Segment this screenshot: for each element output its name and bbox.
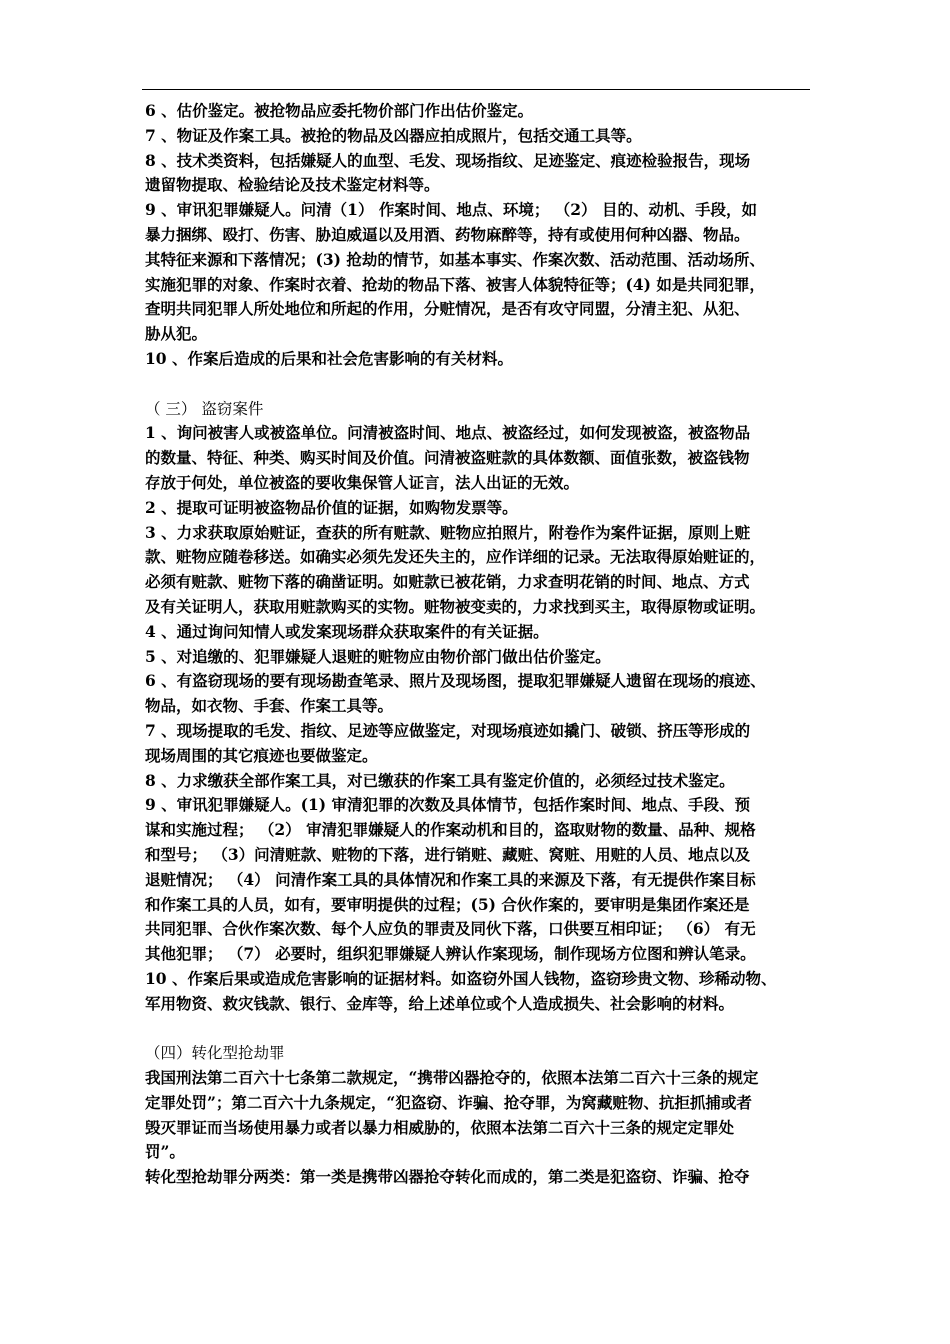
text-line: 和型号； （3）问清赃款、赃物的下落，进行销赃、藏赃、窝赃、用赃的人员、地点以及: [145, 844, 751, 864]
text-line: 和作案工具的人员，如有，要审明提供的过程；(5) 合伙作案的，要审明是集团作案还是: [145, 894, 750, 914]
text-line: 4 、通过询问知情人或发案现场群众获取案件的有关证据。: [145, 621, 549, 641]
header-rule: [142, 89, 810, 90]
text-line: 转化型抢劫罪分两类：第一类是携带凶器抢夺转化而成的，第二类是犯盗窃、诈骗、抢夺: [145, 1167, 750, 1187]
text-line: 胁从犯。: [145, 324, 208, 344]
text-line: 毁灭罪证而当场使用暴力或者以暴力相威胁的，依照本法第二百六十三条的规定定罪处: [145, 1117, 735, 1137]
text-line: 款、赃物应随卷移送。如确实必须先发还失主的，应作详细的记录。无法取得原始赃证的，: [145, 547, 766, 567]
text-line: 6 、有盗窃现场的要有现场勘查笔录、照片及现场图，提取犯罪嫌疑人遗留在现场的痕迹、: [145, 671, 766, 691]
text-line: 实施犯罪的对象、作案时衣着、抢劫的物品下落、被害人体貌特征等；(4) 如是共同犯罪，: [145, 274, 765, 294]
text-line: 罚”。: [145, 1142, 185, 1162]
text-line: 10 、作案后造成的后果和社会危害影响的有关材料。: [145, 348, 513, 368]
text-line: 谋和实施过程； （2） 审清犯罪嫌疑人的作案动机和目的，盗取财物的数量、品种、规格: [145, 820, 756, 840]
text-line: 存放于何处，单位被盗的要收集保管人证言，法人出证的无效。: [145, 472, 580, 492]
text-line: 8 、技术类资料，包括嫌疑人的血型、毛发、现场指纹、足迹鉴定、痕迹检验报告，现场: [145, 150, 751, 170]
text-line: 物品，如衣物、手套、作案工具等。: [145, 696, 394, 716]
text-line: 必须有赃款、赃物下落的确凿证明。如赃款已被花销，力求查明花销的时间、地点、方式: [145, 572, 750, 592]
text-line: 7 、物证及作案工具。被抢的物品及凶器应拍成照片，包括交通工具等。: [145, 125, 642, 145]
text-line: 6 、估价鉴定。被抢物品应委托物价部门作出估价鉴定。: [145, 101, 534, 120]
text-line: 7 、现场提取的毛发、指纹、足迹等应做鉴定，对现场痕迹如撬门、破锁、挤压等形成的: [145, 720, 751, 740]
text-line: 现场周围的其它痕迹也要做鉴定。: [145, 745, 378, 765]
section-heading: （四）转化型抢劫罪: [145, 1044, 285, 1063]
text-line: 我国刑法第二百六十七条第二款规定，“携带凶器抢夺的，依照本法第二百六十三条的规定: [145, 1068, 759, 1088]
text-line: 军用物资、救灾钱款、银行、金库等，给上述单位或个人造成损失、社会影响的材料。: [145, 993, 735, 1013]
text-line: 3 、力求获取原始赃证，查获的所有赃款、赃物应拍照片，附卷作为案件证据，原则上赃: [145, 522, 751, 542]
text-line: 10 、作案后果或造成危害影响的证据材料。如盗窃外国人钱物，盗窃珍贵文物、珍稀动物、: [145, 968, 777, 988]
text-line: 5 、对追缴的、犯罪嫌疑人退赃的赃物应由物价部门做出估价鉴定。: [145, 646, 611, 666]
text-line: 9 、审讯犯罪嫌疑人。问清（1） 作案时间、地点、环境； （2） 目的、动机、手段，如: [145, 200, 757, 220]
text-line: 1 、询问被害人或被盗单位。问清被盗时间、地点、被盗经过，如何发现被盗，被盗物品: [145, 423, 751, 443]
text-line: 共同犯罪、合伙作案次数、每个人应负的罪责及同伙下落，口供要互相印证； （6） 有无: [145, 919, 756, 939]
text-line: 及有关证明人，获取用赃款购买的实物。赃物被变卖的，力求找到买主，取得原物或证明。: [145, 596, 766, 616]
text-line: 查明共同犯罪人所处地位和所起的作用，分赃情况，是否有攻守同盟，分清主犯、从犯、: [145, 299, 750, 319]
text-line: 的数量、特征、种类、购买时间及价值。问清被盗赃款的具体数额、面值张数，被盗钱物: [145, 448, 750, 468]
document-body: [145, 99, 815, 1190]
text-line: 退赃情况； （4） 问清作案工具的具体情况和作案工具的来源及下落，有无提供作案目标: [145, 869, 756, 889]
text-line: 定罪处罚”；第二百六十九条规定，“犯盗窃、诈骗、抢夺罪，为窝藏赃物、抗拒抓捕或者: [145, 1092, 752, 1112]
text-line: 遗留物提取、检验结论及技术鉴定材料等。: [145, 175, 440, 195]
text-line: 2 、提取可证明被盗物品价值的证据，如购物发票等。: [145, 497, 518, 517]
text-line: 8 、力求缴获全部作案工具，对已缴获的作案工具有鉴定价值的，必须经过技术鉴定。: [145, 770, 735, 790]
section-heading: （ 三） 盗窃案件: [145, 399, 264, 418]
text-line: 其特征来源和下落情况；(3) 抢劫的情节，如基本事实、作案次数、活动范围、活动场所、: [145, 249, 765, 269]
text-line: 9 、审讯犯罪嫌疑人。(1) 审清犯罪的次数及具体情节，包括作案时间、地点、手段、预: [145, 795, 751, 815]
text-line: 暴力捆绑、殴打、伤害、胁迫威逼以及用酒、药物麻醉等，持有或使用何种凶器、物品。: [145, 224, 750, 244]
text-line: 其他犯罪； （7） 必要时，组织犯罪嫌疑人辨认作案现场，制作现场方位图和辨认笔录。: [145, 944, 756, 964]
